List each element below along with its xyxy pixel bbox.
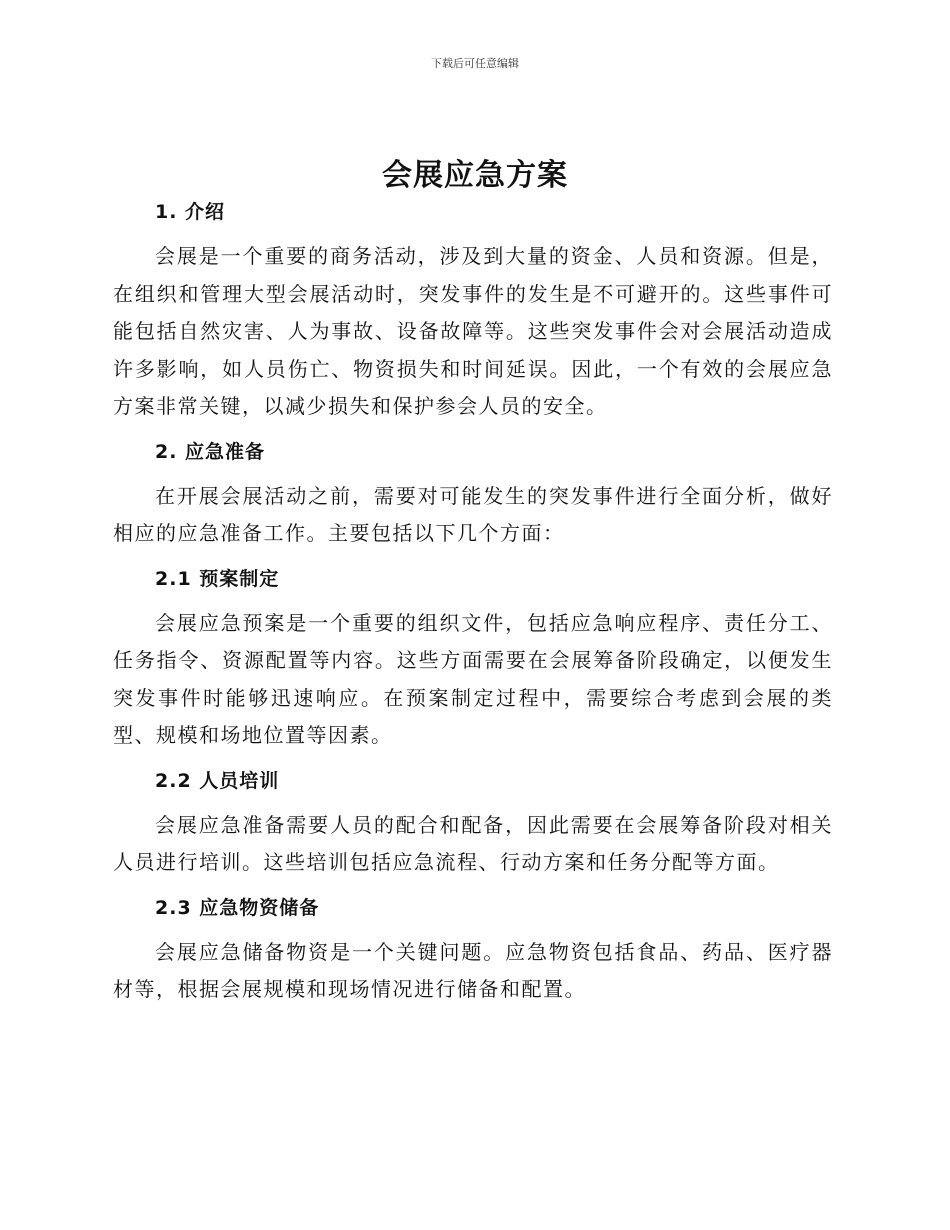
- section-introduction: [113, 196, 833, 436]
- section-plan-formulation: [113, 563, 833, 765]
- section-heading: 2.3 应急物资储备: [155, 896, 320, 919]
- section-paragraph: 会展应急储备物资是一个关键问题。应急物资包括食品、药品、医疗器材等，根据会展规模和现场情况进行储备和配置。: [113, 939, 833, 1001]
- document-body: [113, 196, 833, 1009]
- section-paragraph: 会展是一个重要的商务活动，涉及到大量的资金、人员和资源。但是，在组织和管理大型会展活动时，突发事件的发生是不可避开的。这些事件可能包括自然灾害、人为事故、设备故障等。这些突发事件会对会展活动造成许多影响，如人员伤亡、物资损失和时间延误。因此，一个有效的会展应急方案非常关键，以减少损失和保护参会人员的安全。: [113, 244, 833, 418]
- header-note: 下载后可任意编辑: [431, 57, 519, 70]
- section-staff-training: [113, 765, 833, 892]
- document-title: 会展应急方案: [382, 158, 568, 193]
- section-heading: 2.1 预案制定: [155, 567, 280, 590]
- section-heading: 2.2 人员培训: [155, 769, 280, 792]
- section-heading: 1. 介绍: [155, 201, 226, 223]
- section-paragraph: 会展应急准备需要人员的配合和配备，因此需要在会展筹备阶段对相关人员进行培训。这些培训包括应急流程、行动方案和任务分配等方面。: [113, 812, 833, 874]
- section-heading: 2. 应急准备: [155, 440, 266, 463]
- section-paragraph: 会展应急预案是一个重要的组织文件，包括应急响应程序、责任分工、任务指令、资源配置等内容。这些方面需要在会展筹备阶段确定，以便发生突发事件时能够迅速响应。在预案制定过程中，需要综合考虑到会展的类型、规模和场地位置等因素。: [113, 610, 833, 747]
- section-supply-reserve: [113, 892, 833, 1009]
- section-emergency-preparation: [113, 436, 833, 563]
- section-paragraph: 在开展会展活动之前，需要对可能发生的突发事件进行全面分析，做好相应的应急准备工作。主要包括以下几个方面：: [113, 483, 833, 545]
